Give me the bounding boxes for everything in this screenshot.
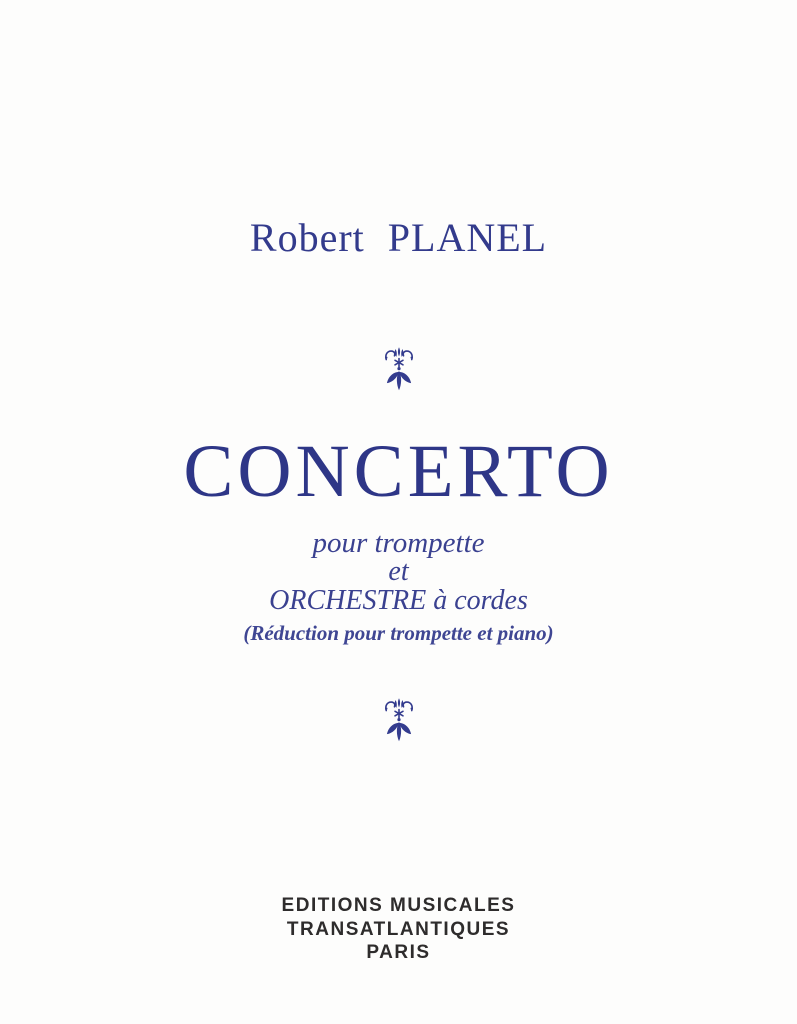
subtitle-conjunction: et bbox=[388, 556, 409, 587]
subtitle-instrument: pour trompette bbox=[312, 527, 485, 559]
publisher-city: PARIS bbox=[366, 942, 431, 963]
publisher-line-2: TRANSATLANTIQUES bbox=[286, 918, 511, 940]
publisher-block bbox=[0, 894, 797, 965]
publisher-line-1: EDITIONS MUSICALES bbox=[281, 895, 516, 916]
fleuron-ornament-icon bbox=[382, 346, 416, 397]
subtitle-ensemble: ORCHESTRE à cordes bbox=[269, 585, 528, 616]
subtitle-reduction-note: (Réduction pour trompette et piano) bbox=[243, 621, 554, 645]
composer-name: Robert PLANEL bbox=[249, 215, 548, 260]
fleuron-ornament-icon bbox=[382, 697, 416, 748]
page-title: CONCERTO bbox=[183, 430, 614, 513]
